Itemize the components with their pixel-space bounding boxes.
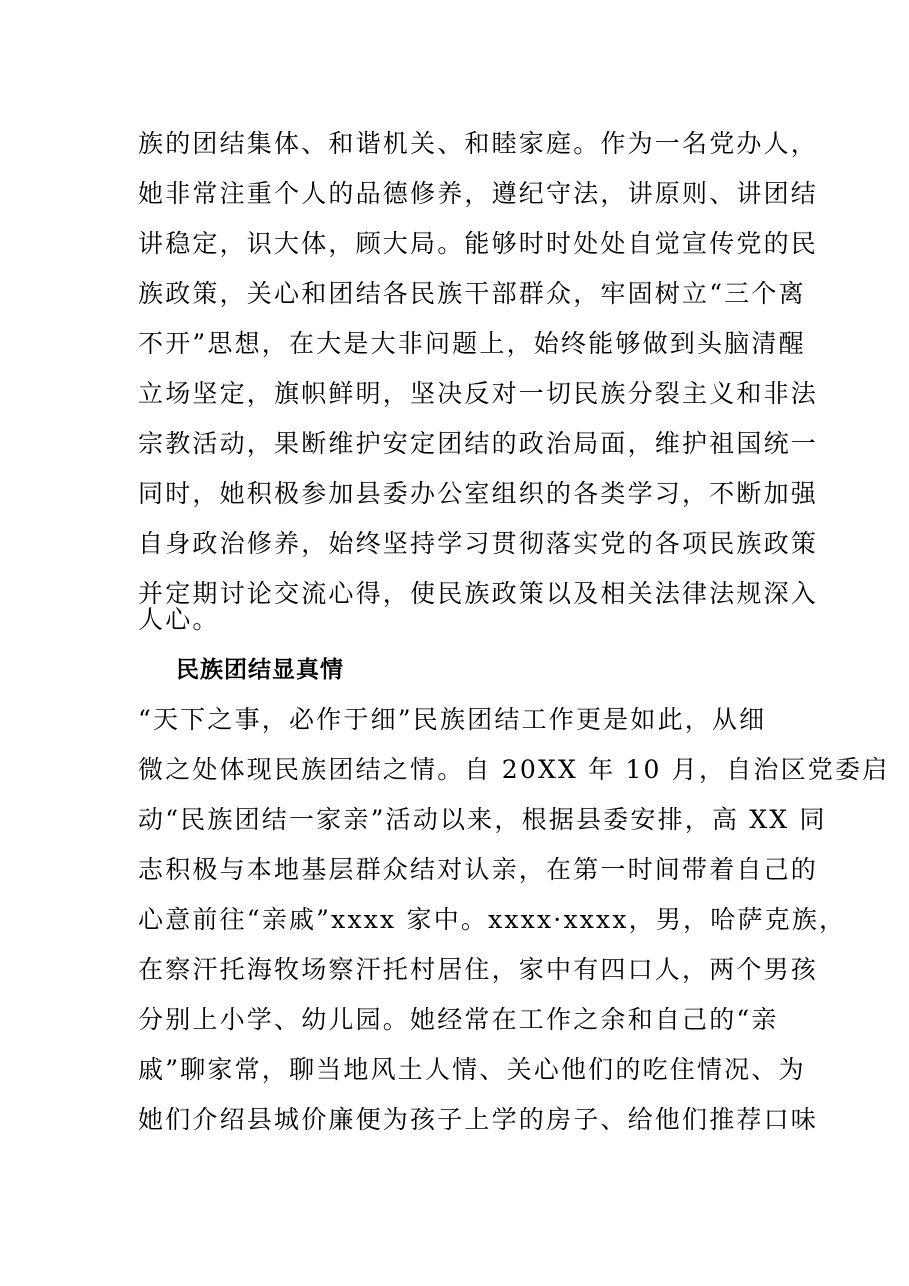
- paragraph-1-line-1: 族的团结集体、和谐机关、和睦家庭。作为一名党办人，: [138, 129, 819, 158]
- paragraph-1-line-11: 人心。: [138, 605, 220, 634]
- section-heading: 民族团结显真情: [176, 657, 344, 683]
- paragraph-2-line-7: 分别上小学、幼儿园。她经常在工作之余和自己的“亲: [138, 1005, 779, 1034]
- paragraph-2-line-6: 在察汗托海牧场察汗托村居住，家中有四口人，两个男孩: [138, 955, 819, 984]
- paragraph-2-line-8: 戚”聊家常，聊当地风土人情、关心他们的吃住情况、为: [138, 1055, 806, 1084]
- paragraph-1-line-5: 不开”思想，在大是大非问题上，始终能够做到头脑清醒: [138, 329, 806, 358]
- paragraph-1-line-4: 族政策，关心和团结各民族干部群众，牢固树立“三个离: [138, 279, 806, 308]
- paragraph-1-line-7: 宗教活动，果断维护安定团结的政治局面，维护祖国统一: [138, 429, 819, 458]
- paragraph-1-line-6: 立场坚定，旗帜鲜明，坚决反对一切民族分裂主义和非法: [138, 379, 819, 408]
- paragraph-1-line-8: 同时，她积极参加县委办公室组织的各类学习，不断加强: [138, 479, 819, 508]
- paragraph-1-line-10: 并定期讨论交流心得，使民族政策以及相关法律法规深入: [138, 579, 819, 608]
- paragraph-2-line-4: 志积极与本地基层群众结对认亲，在第一时间带着自己的: [138, 855, 819, 884]
- paragraph-1-line-2: 她非常注重个人的品德修养，遵纪守法，讲原则、讲团结: [138, 179, 819, 208]
- paragraph-2-line-1: “天下之事，必作于细”民族团结工作更是如此，从细: [138, 705, 767, 734]
- paragraph-2-line-2: 微之处体现民族团结之情。自 20XX 年 10 月，自治区党委启: [138, 755, 890, 784]
- paragraph-2-line-5: 心意前往“亲戚”xxxx 家中。xxxx·xxxx，男，哈萨克族，: [138, 905, 847, 934]
- paragraph-2-line-3: 动“民族团结一家亲”活动以来，根据县委安排，高 XX 同: [138, 805, 827, 834]
- paragraph-1-line-3: 讲稳定，识大体，顾大局。能够时时处处自觉宣传党的民: [138, 229, 819, 258]
- paragraph-2-line-9: 她们介绍县城价廉便为孩子上学的房子、给他们推荐口味: [138, 1105, 819, 1134]
- paragraph-1-line-9: 自身政治修养，始终坚持学习贯彻落实党的各项民族政策: [138, 529, 819, 558]
